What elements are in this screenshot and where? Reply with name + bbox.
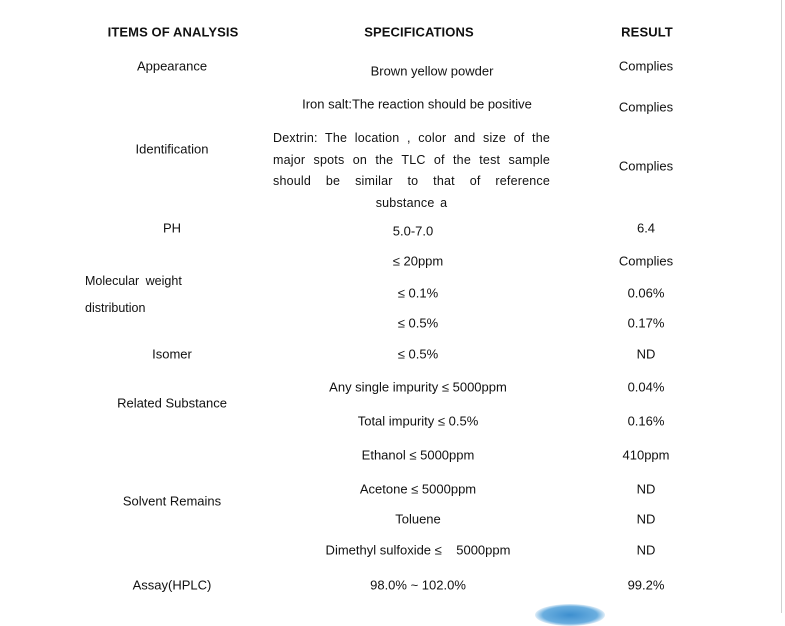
item-related-substance: Related Substance [117,395,227,411]
item-isomer: Isomer [152,346,192,362]
spec-mw-3: ≤ 0.5% [397,315,439,331]
result-ph: 6.4 [636,220,656,236]
result-related-2: 0.16% [627,413,665,429]
result-solvent-4: ND [636,542,656,558]
spec-related-2: Total impurity ≤ 0.5% [357,413,479,429]
spec-ph: 5.0-7.0 [392,223,434,239]
item-assay: Assay(HPLC) [132,577,212,593]
spec-solvent-1: Ethanol ≤ 5000ppm [361,447,475,463]
item-identification: Identification [135,141,209,157]
spec-solvent-3: Toluene [395,511,441,527]
spec-isomer: ≤ 0.5% [397,346,439,362]
spec-mw-1: ≤ 20ppm [392,253,444,269]
spec-related-1: Any single impurity ≤ 5000ppm [329,379,507,395]
result-solvent-2: ND [636,481,656,497]
result-solvent-1: 410ppm [622,447,670,463]
result-isomer: ND [636,346,656,362]
spec-mw-2: ≤ 0.1% [397,285,439,301]
spec-solvent-4: Dimethyl sulfoxide ≤ 5000ppm [325,542,511,558]
item-solvent-remains: Solvent Remains [122,493,222,509]
result-dextrin: Complies [618,158,674,174]
result-mw-1: Complies [618,253,674,269]
result-assay: 99.2% [627,577,665,593]
result-mw-3: 0.17% [627,315,665,331]
header-items-of-analysis: ITEMS OF ANALYSIS [107,24,239,40]
item-appearance: Appearance [136,58,208,74]
spec-dextrin: Dextrin: The location , color and size of the major spots on the TLC of the test sample should be similar to that of reference substance a [273,131,550,210]
result-mw-2: 0.06% [627,285,665,301]
item-molecular-weight: Molecular weight distribution [85,274,182,315]
result-solvent-3: ND [636,511,656,527]
header-result: RESULT [621,24,673,40]
spec-appearance: Brown yellow powder [370,63,494,79]
result-appearance: Complies [618,58,674,74]
spec-iron-salt: Iron salt:The reaction should be positive [302,96,532,112]
header-specifications: SPECIFICATIONS [364,24,474,40]
result-related-1: 0.04% [627,379,665,395]
spec-assay: 98.0% ~ 102.0% [370,577,466,593]
right-border-line [781,0,782,613]
result-iron-salt: Complies [618,99,674,115]
spec-solvent-2: Acetone ≤ 5000ppm [359,481,477,497]
item-ph: PH [162,220,182,236]
decorative-blue-shape [535,604,605,626]
